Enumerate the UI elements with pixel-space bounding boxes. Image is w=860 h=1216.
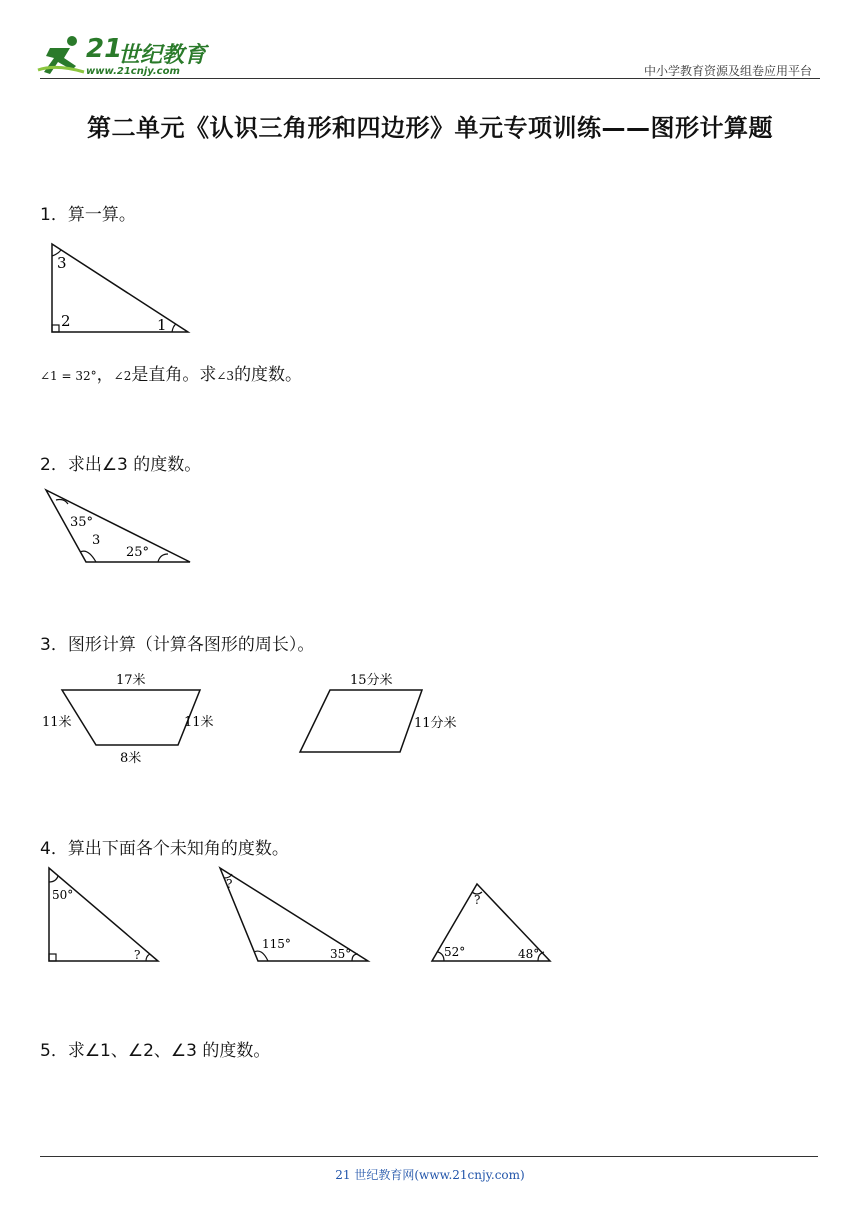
header-rule <box>40 78 820 79</box>
logo-text: 世纪教育 <box>118 43 207 68</box>
header-right-text: 中小学教育资源及组卷应用平台 <box>643 64 812 78</box>
logo-number: 21 <box>86 34 123 64</box>
q1-label-angle1: 1 <box>157 316 167 334</box>
runner-logo-icon <box>36 34 88 78</box>
trapezoid-left-label: 11米 <box>42 715 72 730</box>
q1-cond-angle2: ∠2 <box>113 369 132 383</box>
question-3-figures <box>40 666 480 770</box>
q2-label-25: 25° <box>126 545 150 560</box>
question-3-text: 3．图形计算（计算各图形的周长）。 <box>40 635 315 655</box>
logo-url: www.21cnjy.com <box>86 66 180 77</box>
footer-text: 21 世纪教育网(www.21cnjy.com) <box>335 1168 525 1182</box>
q1-cond-angle3: ∠3 <box>216 369 235 383</box>
question-1-triangle <box>40 236 200 340</box>
q4-tri3-label-52: 52° <box>444 945 466 959</box>
q4-tri1-label-50: 50° <box>52 888 74 902</box>
trapezoid-right-label: 11米 <box>184 715 214 730</box>
question-4-text: 4．算出下面各个未知角的度数。 <box>40 839 289 859</box>
q1-cond-sep: ， <box>96 365 114 385</box>
question-1-condition <box>40 360 302 385</box>
q4-tri2-label-115: 115° <box>262 937 291 951</box>
q4-tri3-label-unknown: ? <box>474 893 481 907</box>
question-5-text: 5．求∠1、∠2、∠3 的度数。 <box>40 1041 271 1061</box>
q2-label-35: 35° <box>70 515 94 530</box>
trapezoid-bottom-label: 8米 <box>120 751 142 766</box>
footer-rule <box>40 1156 818 1157</box>
question-2-triangle <box>40 484 200 568</box>
header-logo <box>36 34 216 78</box>
q1-label-angle2: 2 <box>61 312 71 330</box>
question-2-text: 2．求出∠3 的度数。 <box>40 455 202 475</box>
q4-tri2-label-35: 35° <box>330 947 352 961</box>
q1-cond-text2: 的度数。 <box>234 365 303 385</box>
q1-cond-text1: 是直角。求 <box>131 365 217 385</box>
question-4-figures <box>40 864 560 968</box>
parallelogram-right-label: 11分米 <box>414 716 457 731</box>
q4-tri1-label-unknown: ? <box>134 948 141 962</box>
parallelogram-top-label: 15分米 <box>350 673 393 688</box>
page-title: 第二单元《认识三角形和四边形》单元专项训练——图形计算题 <box>87 114 773 142</box>
trapezoid-top-label: 17米 <box>116 673 146 688</box>
q1-label-angle3: 3 <box>57 254 67 272</box>
q4-tri3-label-48: 48° <box>518 947 540 961</box>
q4-tri2-label-unknown: ? <box>226 877 233 891</box>
question-1-text: 1．算一算。 <box>40 205 136 225</box>
q1-cond-angle1: ∠1 = 32° <box>40 369 97 383</box>
q2-label-3: 3 <box>92 533 101 548</box>
